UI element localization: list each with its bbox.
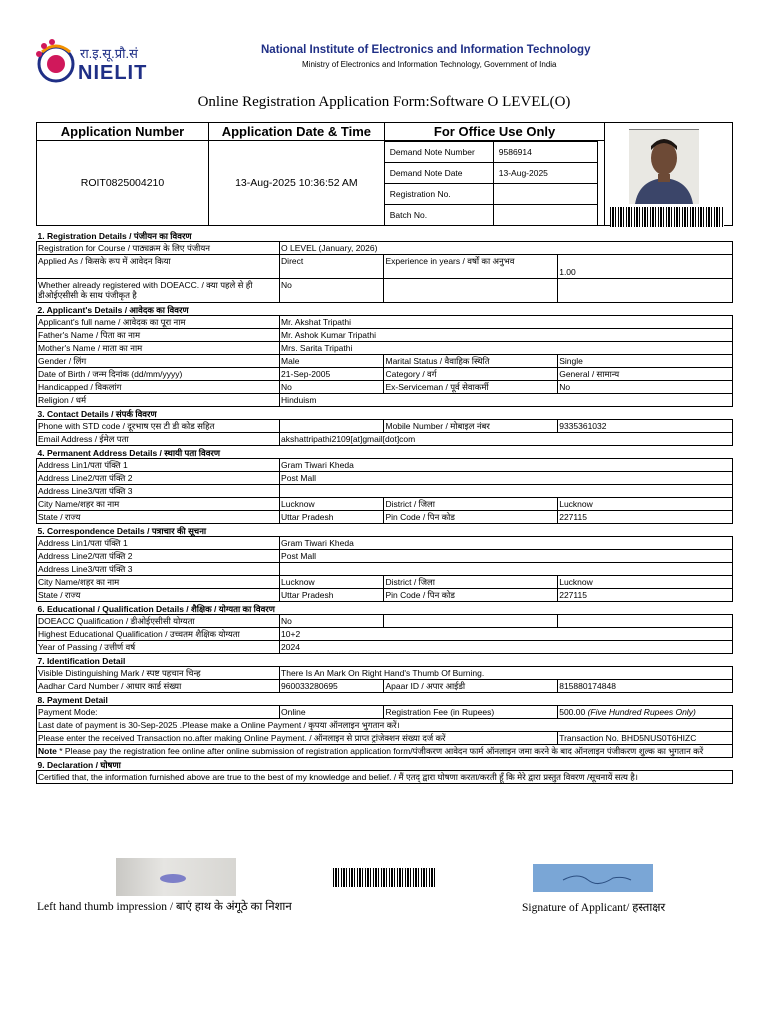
father-name-label: Father's Name / पिता का नाम — [37, 329, 280, 342]
perm-address-line1-label: Address Lin1/पता पंक्ति 1 — [37, 459, 280, 472]
gender-label: Gender / लिंग — [37, 355, 280, 368]
registration-no-label: Registration No. — [385, 184, 494, 205]
religion-label: Religion / धर्म — [37, 394, 280, 407]
application-summary-table — [36, 122, 733, 226]
course-value: O LEVEL (January, 2026) — [280, 242, 733, 255]
highest-qualification-value: 10+2 — [280, 628, 733, 641]
nielit-logo — [36, 38, 154, 88]
year-of-passing-label: Year of Passing / उत्तीर्ण वर्ष — [37, 641, 280, 654]
apaar-value: 815880174848 — [558, 680, 733, 693]
logo-hindi-text: रा.इ.सू.प्रौ.सं — [80, 46, 138, 61]
registration-fee-label: Registration Fee (in Rupees) — [384, 706, 558, 719]
category-label: Category / वर्ग — [384, 368, 558, 381]
corr-pincode-value: 227115 — [558, 589, 733, 602]
corr-district-label: District / जिला — [384, 576, 558, 589]
marital-status-label: Marital Status / वैवाहिक स्थिति — [384, 355, 558, 368]
demand-note-date-value: 13-Aug-2025 — [493, 163, 598, 184]
payment-last-date: Last date of payment is 30-Sep-2025 .Please make a Online Payment / कृपया ऑनलाइन भुगतान करें। — [37, 719, 733, 732]
office-use-header: For Office Use Only — [384, 123, 605, 141]
corr-district-value: Lucknow — [558, 576, 733, 589]
demand-note-number-label: Demand Note Number — [385, 142, 494, 163]
application-datetime-value: 13-Aug-2025 10:36:52 AM — [208, 141, 384, 226]
batch-no-label: Batch No. — [385, 205, 494, 226]
gender-value: Male — [280, 355, 384, 368]
phone-value — [280, 420, 384, 433]
mobile-value: 9335361032 — [558, 420, 733, 433]
perm-city-label: City Name/शहर का नाम — [37, 498, 280, 511]
signature-label: Signature of Applicant/ हस्ताक्षर — [522, 902, 666, 914]
person-photo-icon — [629, 130, 699, 204]
doeacc-qualification-label: DOEACC Qualification / डीओईएसीसी योग्यता — [37, 615, 280, 628]
corr-address-line3-label: Address Line3/पता पंक्ति 3 — [37, 563, 280, 576]
experience-value: 1.00 — [558, 255, 733, 279]
mother-name-value: Mrs. Sarita Tripathi — [280, 342, 733, 355]
note-label: Note — [38, 746, 57, 756]
application-number-header: Application Number — [37, 123, 209, 141]
distinguishing-mark-label: Visible Distinguishing Mark / स्पष्ट पहचान चिन्ह — [37, 667, 280, 680]
registration-fee-words: (Five Hundred Rupees Only) — [587, 707, 696, 717]
marital-status-value: Single — [558, 355, 733, 368]
section-6-title: 6. Educational / Qualification Details / शैक्षिक / योग्यता का विवरण — [37, 604, 275, 614]
handicapped-value: No — [280, 381, 384, 394]
applicant-photo — [629, 129, 699, 204]
corr-state-label: State / राज्य — [37, 589, 280, 602]
experience-label: Experience in years / वर्षों का अनुभव — [384, 255, 558, 279]
perm-state-value: Uttar Pradesh — [280, 511, 384, 524]
aadhar-value: 960033280695 — [280, 680, 384, 693]
registration-no-value — [493, 184, 598, 205]
section-3-title: 3. Contact Details / संपर्क विवरण — [37, 409, 157, 419]
perm-address-line1-value: Gram Tiwari Kheda — [280, 459, 733, 472]
email-value: akshattripathi2109[at]gmail[dot]com — [280, 433, 733, 446]
registration-fee-cell — [558, 706, 733, 719]
full-name-label: Applicant's full name / आवेदक का पूरा नाम — [37, 316, 280, 329]
distinguishing-mark-value: There Is An Mark On Right Hand's Thumb Of Burning. — [280, 667, 733, 680]
handicapped-label: Handicapped / विकलांग — [37, 381, 280, 394]
org-name: National Institute of Electronics and Information Technology — [261, 44, 591, 56]
payment-mode-label: Payment Mode: — [37, 706, 280, 719]
corr-state-value: Uttar Pradesh — [280, 589, 384, 602]
section-8-title: 8. Payment Detail — [37, 695, 108, 705]
applied-as-label: Applied As / किसके रूप में आवेदन किया — [37, 255, 280, 279]
perm-city-value: Lucknow — [280, 498, 384, 511]
logo-text: NIELIT — [78, 62, 148, 84]
section-7-title: 7. Identification Detail — [37, 656, 126, 666]
full-name-value: Mr. Akshat Tripathi — [280, 316, 733, 329]
batch-no-value — [493, 205, 598, 226]
section-5-title: 5. Correspondence Details / पत्राचार की सूचना — [37, 526, 207, 536]
dob-value: 21-Sep-2005 — [280, 368, 384, 381]
demand-note-date-label: Demand Note Date — [385, 163, 494, 184]
perm-pincode-value: 227115 — [558, 511, 733, 524]
application-number-value: ROIT0825004210 — [37, 141, 209, 226]
note-text: * Please pay the registration fee online after online submission of registration application form/पंजीकरण आवेदन फार्म ऑनलाइन जमा करने के बाद ऑनलाइन पंजीकरण शुल्क का भुगतान करें — [56, 746, 704, 756]
perm-pincode-label: Pin Code / पिन कोड — [384, 511, 558, 524]
corr-address-line1-value: Gram Tiwari Kheda — [280, 537, 733, 550]
perm-district-label: District / जिला — [384, 498, 558, 511]
thumb-print-mark — [160, 874, 186, 883]
section-4-title: 4. Permanent Address Details / स्थायी पता विवरण — [37, 448, 221, 458]
demand-note-number-value: 9586914 — [493, 142, 598, 163]
thumb-impression-label: Left hand thumb impression / बाएं हाथ के अंगूठे का निशान — [37, 901, 292, 913]
perm-address-line3-value — [280, 485, 733, 498]
transaction-number: Transaction No. BHD5NUS0T6HIZC — [558, 732, 733, 745]
highest-qualification-label: Highest Educational Qualification / उच्चतम शैक्षिक योग्यता — [37, 628, 280, 641]
dob-label: Date of Birth / जन्म दिनांक (dd/mm/yyyy) — [37, 368, 280, 381]
corr-address-line1-label: Address Lin1/पता पंक्ति 1 — [37, 537, 280, 550]
year-of-passing-value: 2024 — [280, 641, 733, 654]
perm-address-line2-label: Address Line2/पता पंक्ति 2 — [37, 472, 280, 485]
thumb-impression-image — [116, 858, 236, 896]
doeacc-registered-value: No — [280, 279, 384, 303]
transaction-instruction: Please enter the received Transaction no.after making Online Payment. / ऑनलाइन से प्राप्त ट्रांजेक्शन संख्या दर्ज करें — [37, 732, 558, 745]
perm-district-value: Lucknow — [558, 498, 733, 511]
section-9-title: 9. Declaration / घोषणा — [37, 760, 121, 770]
doeacc-registered-label: Whether already registered with DOEACC. / क्या पहले से ही डीओईएसीसी के साथ पंजीकृत है — [37, 279, 280, 303]
declaration-text: Certified that, the information furnished above are true to the best of my knowledge and belief. / मैं एतद् द्वारा घोषणा करता/करती हूँ कि मेरे द्वारा प्रस्तुत विवरण /सूचनायें सत्य है। — [37, 771, 733, 784]
signature-image — [533, 864, 653, 892]
signature-scribble-icon — [533, 864, 653, 892]
mobile-label: Mobile Number / मोबाइल नंबर — [384, 420, 558, 433]
religion-value: Hinduism — [280, 394, 733, 407]
corr-address-line2-value: Post Mall — [280, 550, 733, 563]
footer-barcode — [333, 868, 437, 887]
aadhar-label: Aadhar Card Number / आधार कार्ड संख्या — [37, 680, 280, 693]
details-table — [36, 229, 733, 784]
corr-city-label: City Name/शहर का नाम — [37, 576, 280, 589]
payment-note — [37, 745, 733, 758]
perm-address-line3-label: Address Line3/पता पंक्ति 3 — [37, 485, 280, 498]
photo-barcode — [610, 207, 724, 227]
application-datetime-header: Application Date & Time — [208, 123, 384, 141]
perm-state-label: State / राज्य — [37, 511, 280, 524]
phone-label: Phone with STD code / दूरभाष एस टी डी कोड सहित — [37, 420, 280, 433]
category-value: General / सामान्य — [558, 368, 733, 381]
office-use-cell — [384, 141, 605, 226]
email-label: Email Address / ईमेल पता — [37, 433, 280, 446]
applied-as-value: Direct — [280, 255, 384, 279]
apaar-label: Apaar ID / अपार आईडी — [384, 680, 558, 693]
section-2-title: 2. Applicant's Details / आवेदक का विवरण — [37, 305, 189, 315]
corr-pincode-label: Pin Code / पिन कोड — [384, 589, 558, 602]
course-label: Registration for Course / पाठ्यक्रम के लिए पंजीयन — [37, 242, 280, 255]
corr-address-line3-value — [280, 563, 733, 576]
ex-serviceman-value: No — [558, 381, 733, 394]
photo-cell — [605, 123, 733, 226]
mother-name-label: Mother's Name / माता का नाम — [37, 342, 280, 355]
form-title: Online Registration Application Form:Software O LEVEL(O) — [197, 94, 571, 110]
corr-address-line2-label: Address Line2/पता पंक्ति 2 — [37, 550, 280, 563]
section-1-title: 1. Registration Details / पंजीयन का विवरण — [37, 231, 192, 241]
perm-address-line2-value: Post Mall — [280, 472, 733, 485]
doeacc-qualification-value: No — [280, 615, 384, 628]
logo-globe-icon — [36, 38, 76, 86]
ministry-name: Ministry of Electronics and Information Technology, Government of India — [302, 60, 557, 69]
ex-serviceman-label: Ex-Serviceman / पूर्व सेवाकर्मी — [384, 381, 558, 394]
corr-city-value: Lucknow — [280, 576, 384, 589]
payment-mode-value: Online — [280, 706, 384, 719]
father-name-value: Mr. Ashok Kumar Tripathi — [280, 329, 733, 342]
registration-fee-value: 500.00 — [559, 707, 586, 717]
